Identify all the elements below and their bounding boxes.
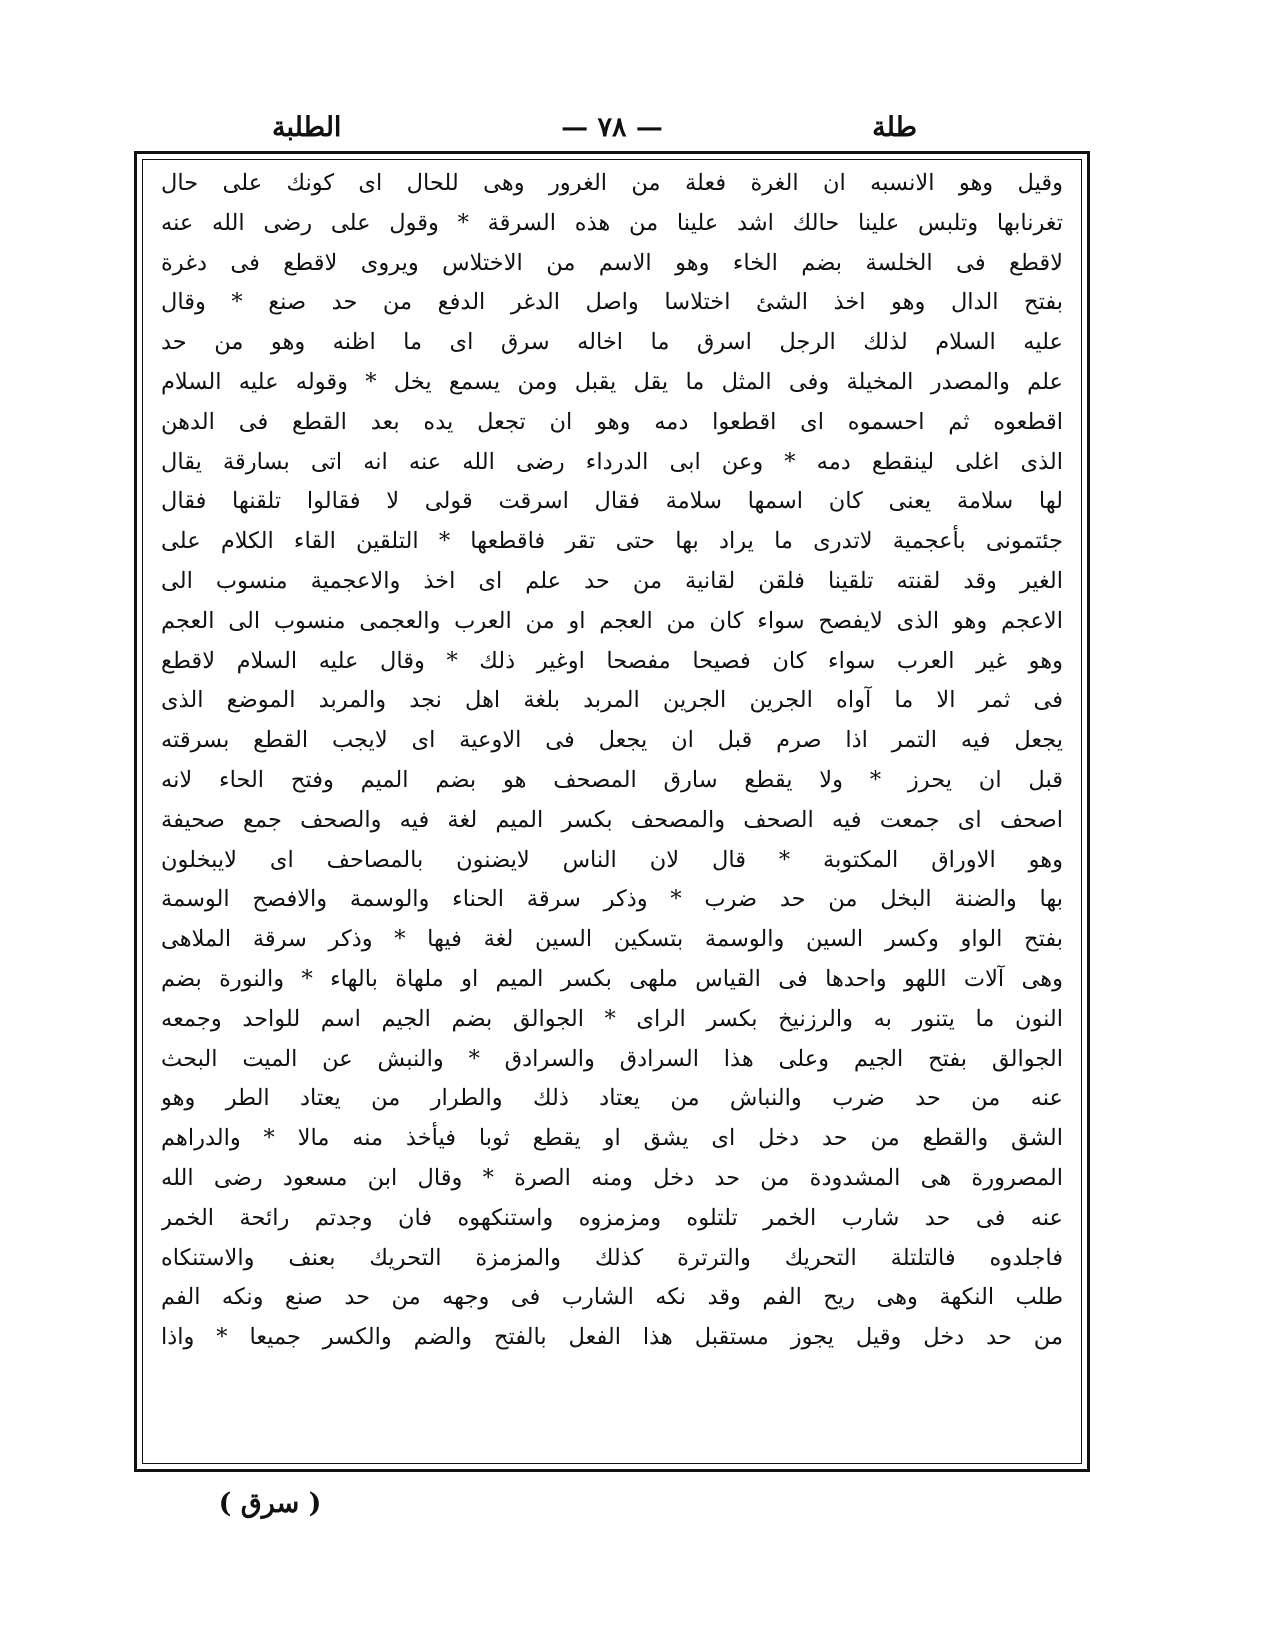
body-text-line: يجعل فيه التمر اذا صرم قبل ان يجعل فى الاوعية اى لايجب القطع بسرقته [161, 727, 1063, 754]
body-text-line: الغير وقد لقنته تلقينا فلقن لقانية من حد علم اى اخذ والاعجمية منسوب الى [161, 567, 1063, 594]
body-text-line: من حد دخل وقيل يجوز مستقبل هذا الفعل بالفتح والضم والكسر جميعا * واذا [161, 1324, 1063, 1351]
body-text-line: المصرورة هى المشدودة من حد دخل ومنه الصرة * وقال ابن مسعود رضى الله [161, 1164, 1063, 1191]
catchword: ( سرق ) [218, 1488, 322, 1519]
body-text-line: تغرنابها وتلبس علينا حالك اشد علينا من هذه السرقة * وقول على رضى الله عنه [161, 209, 1063, 236]
body-text-line: اقطعوه ثم احسموه اى اقطعوا دمه وهو ان تجعل يده بعد القطع فى الدهن [161, 408, 1063, 435]
body-text-line: عليه السلام لذلك الرجل اسرق ما اخاله سرق اى ما اظنه وهو من حد [161, 329, 1063, 356]
running-header [132, 108, 1092, 148]
body-text-line: لها سلامة يعنى كان اسمها سلامة فقال اسرقت قولى لا فقالوا تلقنها فقال [161, 488, 1063, 515]
body-text-line: وهى آلات اللهو واحدها فى القياس ملهى بكسر الميم او ملهاة بالهاء * والنورة بضم [161, 965, 1063, 992]
text-frame-outer [134, 151, 1090, 1472]
body-text-line: فاجلدوه فالتلتلة التحريك والترترة كذلك والمزمزة التحريك بعنف والاستنكاه [161, 1244, 1063, 1271]
body-text-line: بفتح الواو وكسر السين والوسمة بتسكين السين لغة فيها * وذكر سرقة الملاهى [161, 926, 1063, 953]
body-text-line: اصحف اى جمعت فيه الصحف والمصحف بكسر الميم لغة فيه والصحف جمع صحيفة [161, 806, 1063, 833]
body-text-line: وهو غير العرب سواء كان فصيحا مفصحا اوغير ذلك * وقال عليه السلام لاقطع [161, 647, 1063, 674]
body-text-line: بفتح الدال وهو اخذ الشئ اختلاسا واصل الدغر الدفع من حد صنع * وقال [161, 289, 1063, 316]
text-frame-inner [142, 159, 1082, 1464]
body-text-line: لاقطع فى الخلسة بضم الخاء وهو الاسم من الاختلاس ويروى لاقطع فى دغرة [161, 249, 1063, 276]
body-text-line: الشق والقطع من حد دخل اى يشق او يقطع ثوبا فيأخذ منه مالا * والدراهم [161, 1125, 1063, 1152]
body-text-line: الاعجم وهو الذى لايفصح سواء كان من العجم او من العرب والعجمى منسوب الى العجم [161, 607, 1063, 634]
body-text-line: فى ثمر الا ما آواه الجرين الجرين المربد بلغة اهل نجد والمربد الموضع الذى [161, 687, 1063, 714]
body-text-line: جئتمونى بأعجمية لاتدرى ما يراد بها حتى تقر فاقطعها * التلقين القاء الكلام على [161, 528, 1063, 555]
header-left-word: الطلبة [272, 112, 342, 143]
body-text-line: عنه من حد ضرب والنباش من يعتاد ذلك والطرار من يعتاد الطر وهو [161, 1085, 1063, 1112]
body-text-line: عنه فى حد شارب الخمر تلتلوه ومزمزوه واستنكهوه فان وجدتم رائحة الخمر [161, 1204, 1063, 1231]
body-text-line: وقيل وهو الانسبه ان الغرة فعلة من الغرور وهى للحال اى كونك على حال [161, 170, 1063, 196]
body-text-line: الذى اغلى لينقطع دمه * وعن ابى الدرداء رضى الله عنه انه اتى بسارقة يقال [161, 448, 1063, 475]
body-text-line: الجوالق بفتح الجيم وعلى هذا السرادق والسرادق * والنبش عن الميت البحث [161, 1045, 1063, 1072]
page-number: — ٧٨ — [561, 112, 663, 143]
body-text-line: النون ما يتنور به والرزنيخ بكسر الراى * الجوالق بضم الجيم اسم للواحد وجمعه [161, 1005, 1063, 1032]
body-text-line: قبل ان يحرز * ولا يقطع سارق المصحف هو بضم الميم وفتح الحاء لانه [161, 766, 1063, 793]
body-text-line: وهو الاوراق المكتوبة * قال لان الناس لايضنون بالمصاحف اى لايبخلون [161, 846, 1063, 873]
header-right-word: طلة [872, 112, 917, 143]
body-text-line: بها والضنة البخل من حد ضرب * وذكر سرقة الحناء والوسمة والافصح الوسمة [161, 886, 1063, 913]
body-text-line: طلب النكهة وهى ريح الفم وقد نكه الشارب فى وجهه من حد صنع ونكه الفم [161, 1284, 1063, 1311]
body-text-line: علم والمصدر المخيلة وفى المثل ما يقل يقبل ومن يسمع يخل * وقوله عليه السلام [161, 368, 1063, 395]
